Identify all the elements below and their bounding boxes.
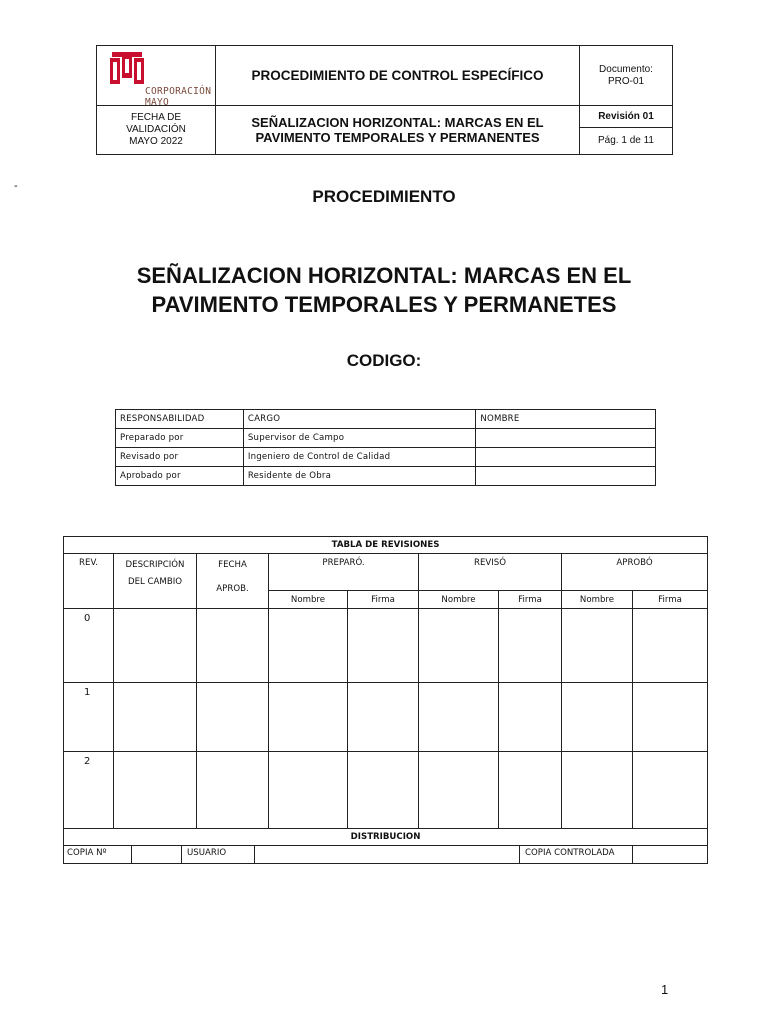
- distribution-row: [64, 846, 708, 864]
- distribution-title: DISTRIBUCION: [64, 829, 708, 846]
- role-cell: Aprobado por: [116, 467, 244, 486]
- document-title: [0, 261, 768, 319]
- validation-line1: FECHA DE: [130, 112, 181, 123]
- stray-mark: -: [14, 180, 18, 192]
- logo-mark-icon: [110, 52, 146, 88]
- position-cell: Ingeniero de Control de Calidad: [243, 448, 475, 467]
- sub-sign: Firma: [633, 591, 708, 609]
- header-position: CARGO: [243, 410, 475, 429]
- company-logo: [105, 52, 215, 112]
- section-heading: PROCEDIMIENTO: [312, 187, 456, 206]
- sub-sign: Firma: [499, 591, 562, 609]
- position-cell: Supervisor de Campo: [243, 429, 475, 448]
- position-cell: Residente de Obra: [243, 467, 475, 486]
- table-header-row: [116, 410, 656, 429]
- page-number: 1: [661, 982, 669, 997]
- col-date: [197, 554, 269, 609]
- rev-number: 1: [64, 683, 114, 752]
- rev-number: 2: [64, 752, 114, 829]
- revision-number: Revisión 01: [598, 110, 654, 122]
- page-count: Pág. 1 de 11: [598, 135, 654, 146]
- name-cell: [476, 429, 656, 448]
- sub-name: Nombre: [269, 591, 348, 609]
- header-name: NOMBRE: [476, 410, 656, 429]
- table-row: [116, 467, 656, 486]
- role-cell: Preparado por: [116, 429, 244, 448]
- revision-table-title: TABLA DE REVISIONES: [64, 537, 708, 554]
- subtitle-line1: SEÑALIZACION HORIZONTAL: MARCAS EN EL: [251, 115, 544, 130]
- col-prepared: PREPARÓ.: [269, 554, 419, 591]
- user-label: USUARIO: [187, 848, 227, 858]
- col-rev: REV.: [64, 554, 114, 609]
- sub-sign: Firma: [348, 591, 419, 609]
- subtitle-line2: PAVIMENTO TEMPORALES Y PERMANENTES: [255, 130, 540, 145]
- table-row: [116, 448, 656, 467]
- document-code: PRO-01: [607, 75, 645, 87]
- responsibility-table: [115, 409, 656, 486]
- col-approved: APROBÓ: [562, 554, 708, 591]
- document-header: [96, 45, 673, 155]
- table-row: [116, 429, 656, 448]
- validation-line2: VALIDACIÓN: [126, 124, 186, 135]
- controlled-copy-label: COPIA CONTROLADA: [525, 848, 615, 858]
- table-row: [64, 683, 708, 752]
- document-label: Documento:: [599, 63, 653, 75]
- company-name: CORPORACIÓN MAYO: [145, 86, 212, 108]
- col-description: [114, 554, 197, 609]
- col-reviewed: REVISÓ: [419, 554, 562, 591]
- sub-name: Nombre: [562, 591, 633, 609]
- header-subtitle: [216, 106, 579, 154]
- code-label: CODIGO:: [346, 351, 422, 370]
- revision-table: [63, 536, 708, 864]
- header-responsibility: RESPONSABILIDAD: [116, 410, 244, 429]
- document-code-cell: [580, 46, 672, 105]
- sub-name: Nombre: [419, 591, 499, 609]
- header-title: PROCEDIMIENTO DE CONTROL ESPECÍFICO: [251, 68, 544, 83]
- table-row: [64, 752, 708, 829]
- col-description-line2: DEL CAMBIO: [127, 577, 183, 587]
- name-cell: [476, 448, 656, 467]
- col-date-line2: APROB.: [216, 584, 249, 594]
- document-title-line2: PAVIMENTO TEMPORALES Y PERMANETES: [151, 292, 617, 317]
- document-title-line1: SEÑALIZACION HORIZONTAL: MARCAS EN EL: [136, 263, 632, 288]
- name-cell: [476, 467, 656, 486]
- col-description-line1: DESCRIPCIÓN: [125, 560, 185, 570]
- rev-number: 0: [64, 609, 114, 683]
- validation-date-cell: [97, 106, 215, 154]
- table-row: [64, 609, 708, 683]
- validation-line3: MAYO 2022: [129, 136, 183, 147]
- role-cell: Revisado por: [116, 448, 244, 467]
- col-date-line1: FECHA: [218, 560, 247, 570]
- copy-number-label: COPIA Nº: [67, 848, 107, 858]
